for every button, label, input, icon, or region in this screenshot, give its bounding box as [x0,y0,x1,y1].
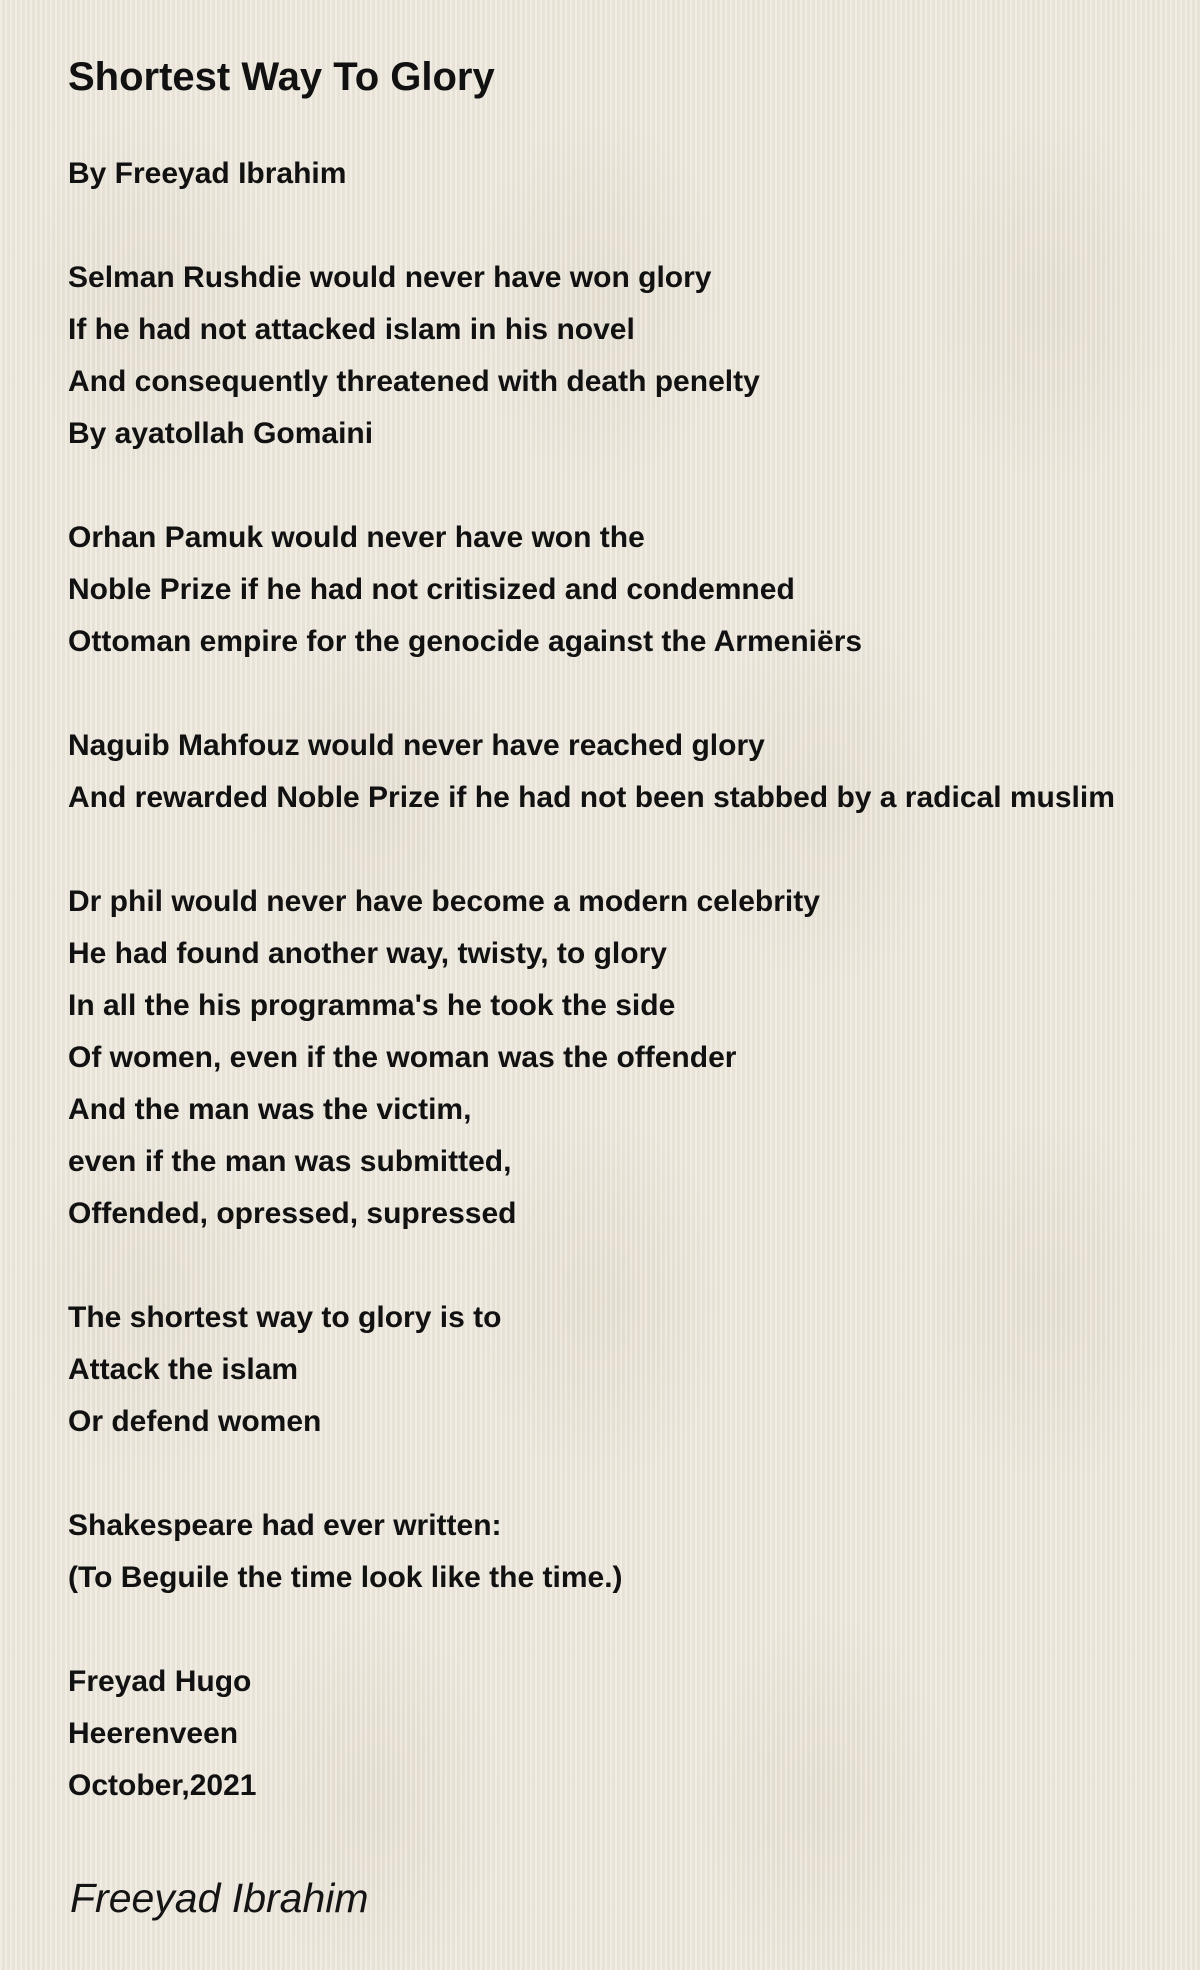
poem-line: (To Beguile the time look like the time.) [68,1561,623,1594]
stanza-6 [68,1500,1115,1604]
poem-line: Of women, even if the woman was the offender [68,1041,737,1074]
stanza-3 [68,720,1115,824]
poem-line: If he had not attacked islam in his novel [68,313,635,346]
poem-line: Naguib Mahfouz would never have reached glory [68,729,765,762]
stanza-7 [68,1656,1115,1812]
poem-body [68,252,1115,1864]
stanza-2 [68,512,1115,668]
poem-line: Shakespeare had ever written: [68,1509,502,1542]
poem-line: In all the his programma's he took the side [68,989,676,1022]
poem-page [68,50,1188,1921]
poem-line: Dr phil would never have become a modern celebrity [68,885,820,918]
poem-line: Offended, opressed, supressed [68,1197,517,1230]
poem-line: By ayatollah Gomaini [68,417,374,450]
poem-line: Or defend women [68,1405,322,1438]
poem-line: Ottoman empire for the genocide against the Armeniërs [68,625,863,658]
stanza-1 [68,252,1115,460]
poem-line: Attack the islam [68,1353,299,1386]
poem-line: And rewarded Noble Prize if he had not been stabbed by a radical muslim [68,781,1115,814]
poem-line: And consequently threatened with death penelty [68,365,760,398]
poem-line: And the man was the victim, [68,1093,472,1126]
poem-line: Noble Prize if he had not critisized and condemned [68,573,795,606]
poem-line: Selman Rushdie would never have won glory [68,261,712,294]
poem-line: Freyad Hugo [68,1665,252,1698]
author-signature: Freeyad Ibrahim [70,1875,369,1921]
poem-line: October,2021 [68,1769,257,1802]
poem-line: Heerenveen [68,1717,239,1750]
stanza-5 [68,1292,1115,1448]
stanza-4 [68,876,1115,1240]
poem-line: Orhan Pamuk would never have won the [68,521,645,554]
poem-byline: By Freeyad Ibrahim [68,157,347,190]
poem-line: The shortest way to glory is to [68,1301,502,1334]
poem-line: even if the man was submitted, [68,1145,512,1178]
poem-line: He had found another way, twisty, to glory [68,937,667,970]
poem-title: Shortest Way To Glory [68,55,495,99]
